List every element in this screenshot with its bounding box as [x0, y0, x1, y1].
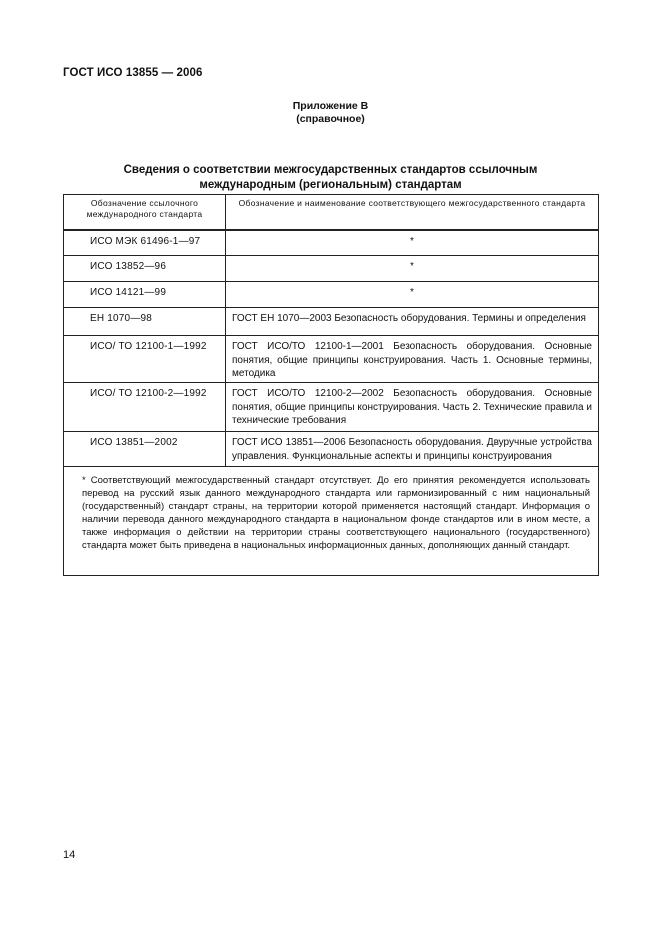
page-number: 14: [63, 849, 76, 861]
table-title: [63, 163, 598, 193]
gost-cell: ГОСТ ИСО/ТО 12100-1—2001 Безопасность оборудования. Основные понятия, общие принципы конструирования. Часть 1. Основные термины, методика: [226, 336, 599, 383]
appendix-type: (справочное): [296, 113, 365, 125]
reference-cell: ИСО/ ТО 12100-1—1992: [64, 336, 226, 383]
table-row: [64, 432, 599, 467]
table-row: [64, 336, 599, 383]
col-header-reference: Обозначение ссылочного международного стандарта: [64, 195, 226, 231]
reference-cell: ИСО МЭК 61496-1—97: [64, 230, 226, 256]
gost-cell: ГОСТ ИСО/ТО 12100-2—2002 Безопасность оборудования. Основные понятия, общие принципы конструирования. Часть 2. Технические правила и технические требования: [226, 383, 599, 432]
table-header-row: [64, 195, 599, 231]
footnote: * Соответствующий межгосударственный стандарт отсутствует. До его принятия рекомендуется использовать перевод на русский язык данного международного стандарта или гармонизированный с ним национальный (государственный) стандарт страны, на территории которой применяется настоящий стандарт. Информация о наличии перевода данного международного стандарта в национальном фонде стандартов или в ином месте, а также информация о действии на территории страны соответствующего национального (государственного) стандарта может быть приведена в национальных информационных данных, дополняющих данный стандарт.: [64, 467, 599, 576]
table-title-line-2: международным (региональным) стандартам: [199, 179, 462, 191]
document-header: ГОСТ ИСО 13855 — 2006: [63, 67, 203, 79]
footnote-row: [64, 467, 599, 576]
table-row: [64, 256, 599, 282]
appendix-title: Приложение В: [292, 100, 369, 112]
table-row: [64, 308, 599, 336]
reference-cell: ИСО/ ТО 12100-2—1992: [64, 383, 226, 432]
reference-cell: ИСО 13852—96: [64, 256, 226, 282]
gost-cell: *: [226, 282, 599, 308]
gost-cell: *: [226, 256, 599, 282]
gost-cell: ГОСТ ИСО 13851—2006 Безопасность оборудования. Двуручные устройства управления. Функциональные аспекты и принципы конструирования: [226, 432, 599, 467]
reference-cell: ИСО 14121—99: [64, 282, 226, 308]
table-title-line-1: Сведения о соответствии межгосударственных стандартов ссылочным: [123, 164, 538, 176]
gost-cell: ГОСТ ЕН 1070—2003 Безопасность оборудования. Термины и определения: [226, 308, 599, 336]
table-row: [64, 282, 599, 308]
correspondence-table: [63, 194, 599, 576]
gost-cell: *: [226, 230, 599, 256]
appendix-heading: [0, 100, 661, 126]
reference-cell: ЕН 1070—98: [64, 308, 226, 336]
table-row: [64, 383, 599, 432]
table-row: [64, 230, 599, 256]
col-header-gost: Обозначение и наименование соответствующего межгосударственного стандарта: [226, 195, 599, 231]
reference-cell: ИСО 13851—2002: [64, 432, 226, 467]
